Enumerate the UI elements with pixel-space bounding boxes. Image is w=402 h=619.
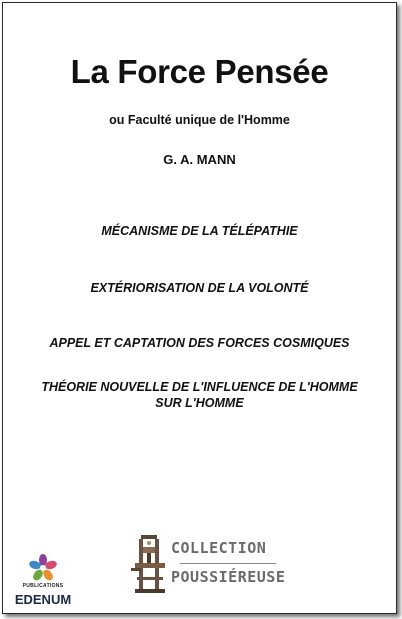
- publisher-logo: [11, 553, 75, 615]
- collection-logo: [125, 533, 285, 595]
- topic-influence: [23, 379, 376, 411]
- publisher-name: EDENUM: [14, 592, 72, 607]
- book-title: La Force Pensée: [70, 53, 329, 90]
- collection-line2: POUSSIÉREUSE: [171, 568, 286, 586]
- book-cover: [2, 2, 397, 614]
- topic-telepathy: MÉCANISME DE LA TÉLÉPATHIE: [101, 224, 298, 238]
- flower-logo-icon: [28, 553, 58, 583]
- printing-press-icon: [129, 533, 169, 595]
- collection-line1: COLLECTION: [171, 539, 267, 557]
- publisher-label: PUBLICATIONS: [22, 583, 64, 589]
- book-subtitle: ou Faculté unique de l'Homme: [109, 113, 290, 127]
- topic-influence-line2: SUR L'HOMME: [155, 396, 244, 410]
- book-author: G. A. MANN: [163, 152, 236, 167]
- topic-cosmic-forces: APPEL ET CAPTATION DES FORCES COSMIQUES: [49, 336, 350, 350]
- collection-divider: [180, 563, 276, 564]
- topic-will: EXTÉRIORISATION DE LA VOLONTÉ: [90, 281, 309, 295]
- topic-influence-line1: THÉORIE NOUVELLE DE L'INFLUENCE DE L'HOMME: [41, 380, 358, 394]
